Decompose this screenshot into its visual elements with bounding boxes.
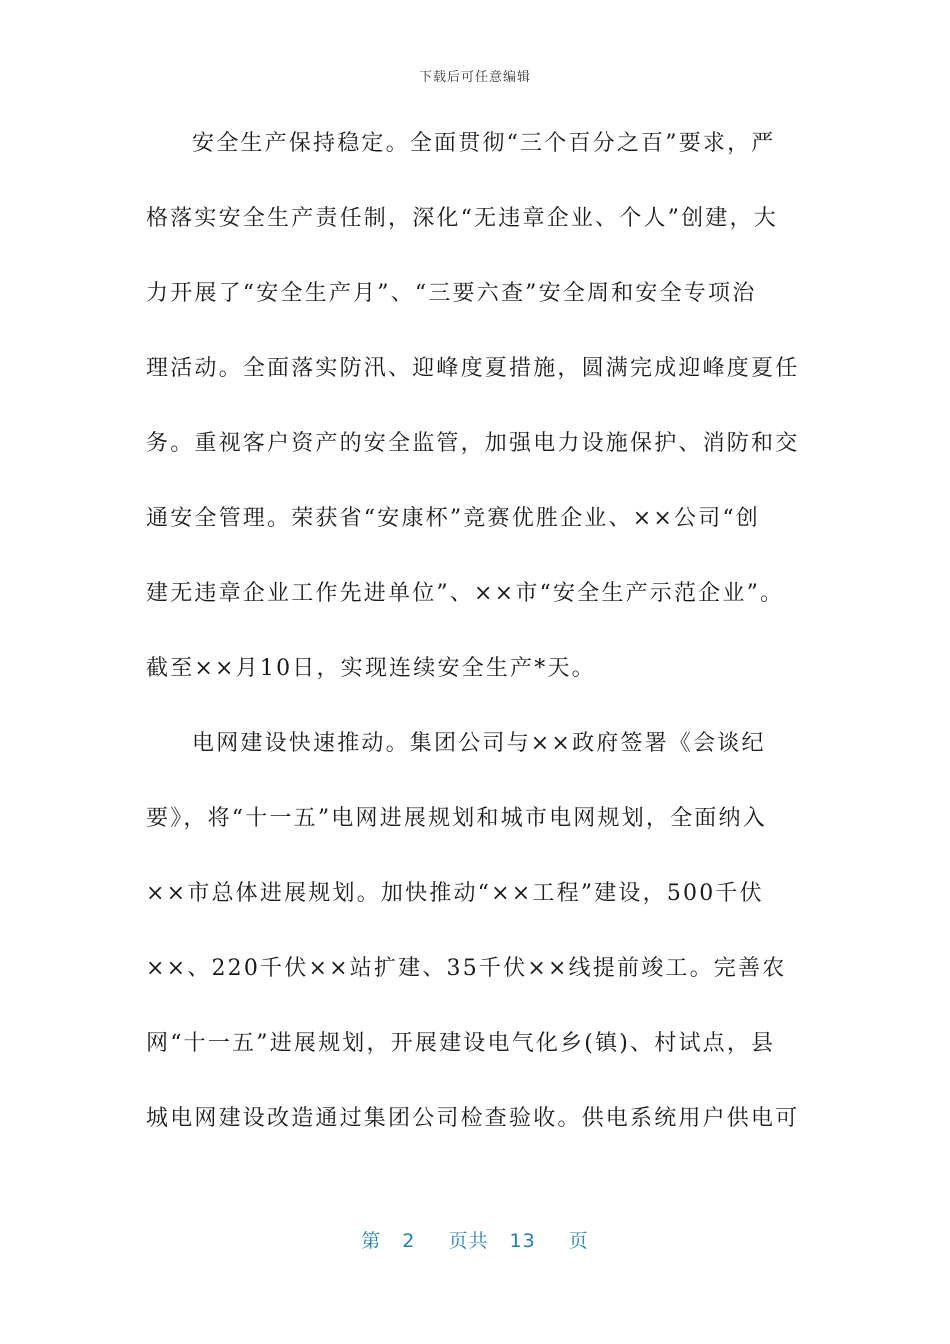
page-mid: 页共 [448, 1230, 489, 1252]
paragraph-line: 力开展了“安全生产月”、“三要六查”安全周和安全专项治 [146, 281, 757, 306]
page-suffix: 页 [568, 1230, 589, 1252]
paragraph-line: 格落实安全生产责任制，深化“无违章企业、个人”创建，大 [146, 206, 778, 231]
page-current: 2 [402, 1230, 416, 1252]
paragraph-line: 城电网建设改造通过集团公司检查验收。供电系统用户供电可 [146, 1106, 800, 1131]
document-body [146, 122, 806, 1172]
paragraph-grid-construction [146, 722, 806, 1172]
page-prefix: 第 [361, 1230, 382, 1252]
paragraph-line: ××市总体进展规划。加快推动“××工程”建设，500千伏 [146, 881, 764, 906]
paragraph-line: ××、220千伏××站扩建、35千伏××线提前竣工。完善农 [146, 956, 787, 981]
paragraph-line: 要》，将“十一五”电网进展规划和城市电网规划，全面纳入 [146, 806, 767, 831]
paragraph-line: 截至××月10日，实现连续安全生产*天。 [146, 656, 596, 681]
paragraph-line: 通安全管理。荣获省“安康杯”竞赛优胜企业、××公司“创 [146, 506, 761, 531]
paragraph-line: 务。重视客户资产的安全监管，加强电力设施保护、消防和交 [146, 431, 800, 456]
paragraph-line: 理活动。全面落实防汛、迎峰度夏措施，圆满完成迎峰度夏任 [146, 356, 800, 381]
paragraph-line: 安全生产保持稳定。全面贯彻“三个百分之百”要求，严 [192, 131, 776, 156]
page-footer [0, 1226, 950, 1253]
paragraph-line: 网“十一五”进展规划，开展建设电气化乡(镇)、村试点，县 [146, 1031, 776, 1056]
header-note: 下载后可任意编辑 [418, 70, 531, 85]
paragraph-line: 电网建设快速推动。集团公司与××政府签署《会谈纪 [192, 731, 766, 756]
page-total: 13 [509, 1230, 536, 1252]
paragraph-line: 建无违章企业工作先进单位”、××市“安全生产示范企业”。 [146, 581, 785, 606]
paragraph-safety [146, 122, 806, 722]
